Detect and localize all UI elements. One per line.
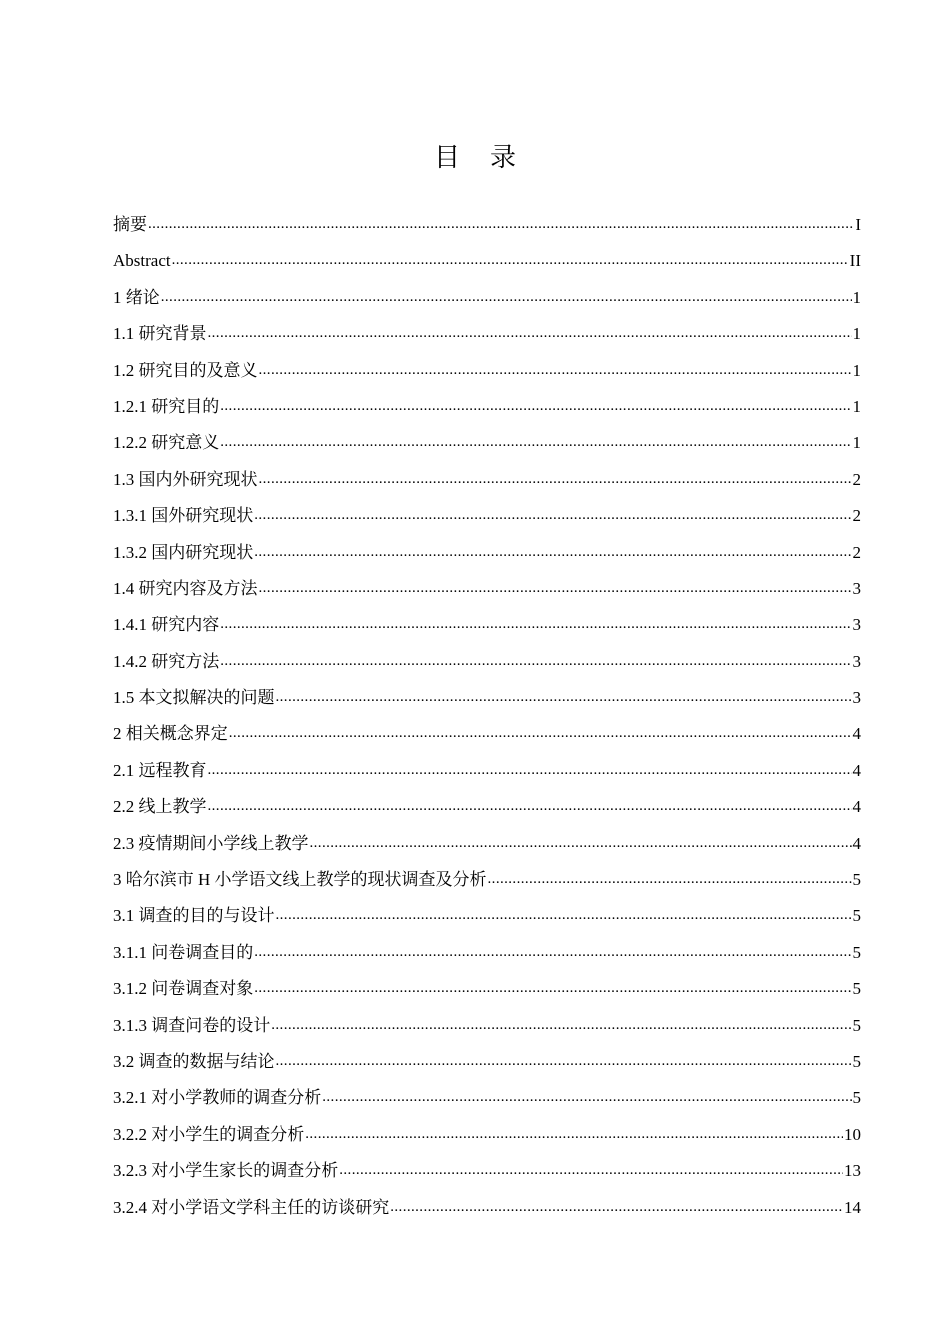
toc-entry-label: 1.3 国内外研究现状 <box>113 469 258 489</box>
toc-dot-leader <box>339 1152 843 1188</box>
toc-entry-label: 1.2.2 研究意义 <box>113 433 220 453</box>
toc-dot-leader <box>208 788 852 824</box>
toc-dot-leader <box>254 934 851 970</box>
toc-entry-page-number: 4 <box>852 833 861 853</box>
toc-entry-page-number: 5 <box>852 942 861 962</box>
toc-entry-label: 3.2.4 对小学语文学科主任的访谈研究 <box>113 1197 390 1217</box>
toc-entry[interactable] <box>113 826 861 862</box>
toc-entry-label: 1.2 研究目的及意义 <box>113 360 258 380</box>
toc-entry[interactable] <box>113 1008 861 1044</box>
toc-dot-leader <box>259 352 852 388</box>
toc-dot-leader <box>208 315 852 351</box>
toc-dot-leader <box>276 679 852 715</box>
toc-entry-page-number: 3 <box>852 578 861 598</box>
toc-entry-label: 2.1 远程教育 <box>113 760 207 780</box>
toc-entry[interactable] <box>113 1117 861 1153</box>
toc-entry-page-number: 5 <box>852 1015 861 1035</box>
toc-dot-leader <box>220 388 851 424</box>
toc-dot-leader <box>208 752 852 788</box>
toc-dot-leader <box>276 897 852 933</box>
toc-entry-label: 3.2.2 对小学生的调查分析 <box>113 1124 305 1144</box>
toc-entry-label: 3.1.1 问卷调查目的 <box>113 942 254 962</box>
toc-dot-leader <box>259 461 852 497</box>
toc-entry[interactable] <box>113 535 861 571</box>
toc-entry-label: 3.1.3 调查问卷的设计 <box>113 1015 271 1035</box>
toc-entry-page-number: 4 <box>852 760 861 780</box>
toc-dot-leader <box>254 534 851 570</box>
toc-entry-page-number: 1 <box>852 433 861 453</box>
toc-dot-leader <box>271 1007 851 1043</box>
toc-entry-page-number: 2 <box>852 542 861 562</box>
toc-entry-label: 摘要 <box>113 215 147 234</box>
toc-entry[interactable] <box>113 425 861 461</box>
toc-dot-leader <box>310 825 852 861</box>
toc-entry-label: 1.5 本文拟解决的问题 <box>113 688 275 708</box>
toc-entry-page-number: 5 <box>852 1051 861 1071</box>
toc-entry-label: 3.2.1 对小学教师的调查分析 <box>113 1088 322 1108</box>
toc-title-char-1: 目 <box>433 143 460 174</box>
toc-dot-leader <box>220 643 851 679</box>
toc-entry-label: 3 哈尔滨市 H 小学语文线上教学的现状调查及分析 <box>113 870 487 890</box>
toc-entry-label: 2.3 疫情期间小学线上教学 <box>113 833 309 853</box>
toc-entry-page-number: 10 <box>844 1124 861 1144</box>
toc-entry-label: 3.1 调查的目的与设计 <box>113 906 275 926</box>
toc-entry[interactable] <box>113 716 861 752</box>
toc-dot-leader <box>488 861 852 897</box>
toc-entry[interactable] <box>113 280 861 316</box>
toc-entry[interactable] <box>113 1044 861 1080</box>
toc-entry-label: 3.1.2 问卷调查对象 <box>113 979 254 999</box>
toc-dot-leader <box>276 1043 852 1079</box>
toc-dot-leader <box>220 606 851 642</box>
toc-entry-page-number: II <box>849 251 861 271</box>
toc-entry-page-number: 5 <box>852 979 861 999</box>
toc-entry-page-number: 4 <box>852 797 861 817</box>
toc-dot-leader <box>254 497 851 533</box>
toc-entry-page-number: 2 <box>852 469 861 489</box>
toc-entry-label: Abstract <box>113 251 171 271</box>
toc-entry-label: 1.2.1 研究目的 <box>113 396 220 416</box>
toc-title <box>0 137 950 174</box>
toc-list <box>113 207 861 1226</box>
toc-dot-leader <box>220 424 851 460</box>
toc-entry[interactable] <box>113 498 861 534</box>
toc-entry-page-number: 1 <box>852 324 861 344</box>
toc-entry-label: 2.2 线上教学 <box>113 797 207 817</box>
toc-entry[interactable] <box>113 571 861 607</box>
toc-entry-page-number: 14 <box>844 1197 861 1217</box>
toc-entry[interactable] <box>113 753 861 789</box>
toc-entry-page-number: 2 <box>852 506 861 526</box>
toc-dot-leader <box>148 206 854 242</box>
toc-entry-page-number: 5 <box>852 906 861 926</box>
toc-entry[interactable] <box>113 971 861 1007</box>
toc-entry[interactable] <box>113 1153 861 1189</box>
toc-entry-label: 1.1 研究背景 <box>113 324 207 344</box>
toc-entry[interactable] <box>113 862 861 898</box>
toc-entry-page-number: 5 <box>852 1088 861 1108</box>
toc-dot-leader <box>390 1189 843 1225</box>
toc-entry[interactable] <box>113 207 861 243</box>
toc-entry-label: 1.3.1 国外研究现状 <box>113 506 254 526</box>
toc-entry-page-number: 3 <box>852 651 861 671</box>
toc-entry[interactable] <box>113 389 861 425</box>
toc-entry[interactable] <box>113 607 861 643</box>
toc-entry-page-number: 1 <box>852 360 861 380</box>
toc-entry-label: 1 绪论 <box>113 287 160 307</box>
toc-entry-page-number: 1 <box>852 287 861 307</box>
toc-entry-page-number: 4 <box>852 724 861 744</box>
toc-dot-leader <box>322 1079 851 1115</box>
toc-entry[interactable] <box>113 644 861 680</box>
toc-entry-page-number: 3 <box>852 688 861 708</box>
toc-entry[interactable] <box>113 462 861 498</box>
toc-entry[interactable] <box>113 680 861 716</box>
toc-entry-page-number: 13 <box>844 1161 861 1181</box>
toc-dot-leader <box>229 715 852 751</box>
toc-entry-label: 2 相关概念界定 <box>113 724 228 744</box>
toc-entry[interactable] <box>113 1190 861 1226</box>
toc-entry[interactable] <box>113 935 861 971</box>
toc-entry[interactable] <box>113 1080 861 1116</box>
toc-dot-leader <box>254 970 851 1006</box>
toc-entry-page-number: 5 <box>852 870 861 890</box>
toc-dot-leader <box>161 279 852 315</box>
toc-entry[interactable] <box>113 353 861 389</box>
toc-entry[interactable] <box>113 898 861 934</box>
toc-dot-leader <box>172 242 849 278</box>
toc-entry[interactable] <box>113 243 861 279</box>
toc-entry-label: 3.2.3 对小学生家长的调查分析 <box>113 1161 339 1181</box>
toc-entry-page-number: 1 <box>852 396 861 416</box>
toc-title-char-2: 录 <box>490 143 517 174</box>
toc-entry[interactable] <box>113 316 861 352</box>
toc-entry-page-number: 3 <box>852 615 861 635</box>
toc-entry-label: 3.2 调查的数据与结论 <box>113 1051 275 1071</box>
toc-entry-label: 1.3.2 国内研究现状 <box>113 542 254 562</box>
toc-entry[interactable] <box>113 789 861 825</box>
toc-entry-label: 1.4 研究内容及方法 <box>113 578 258 598</box>
toc-entry-label: 1.4.1 研究内容 <box>113 615 220 635</box>
toc-entry-label: 1.4.2 研究方法 <box>113 651 220 671</box>
toc-entry-page-number: I <box>855 215 861 234</box>
toc-dot-leader <box>305 1116 843 1152</box>
toc-dot-leader <box>259 570 852 606</box>
